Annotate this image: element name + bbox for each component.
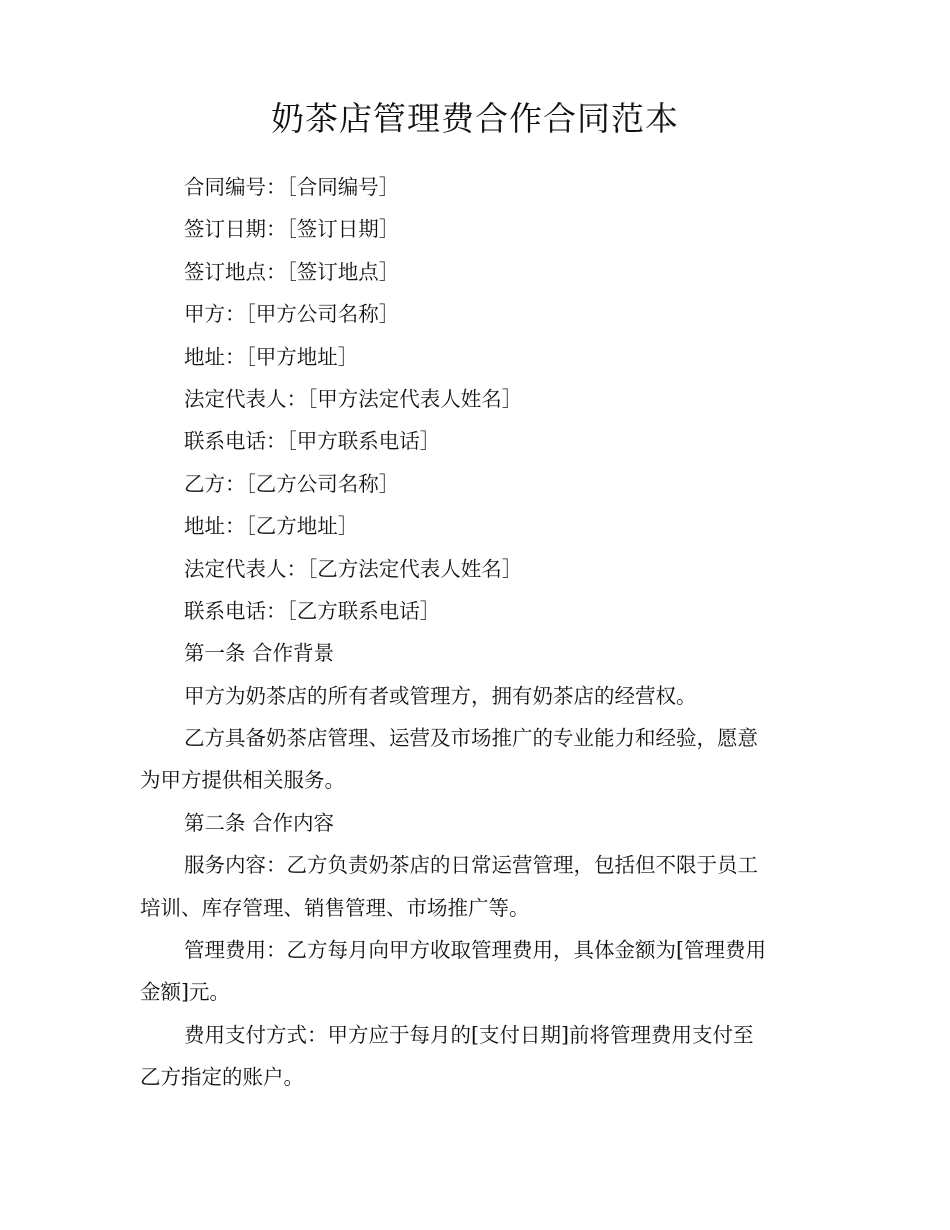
- article-2-paragraph-3-line-2: 乙方指定的账户。: [140, 1065, 304, 1090]
- signing-date-field: 签订日期：［签订日期］: [184, 217, 400, 242]
- article-2-heading: 第二条 合作内容: [184, 810, 335, 835]
- article-2-paragraph-3-line-1: 费用支付方式：甲方应于每月的[支付日期]前将管理费用支付至: [184, 1022, 754, 1047]
- party-a-name-field: 甲方：［甲方公司名称］: [184, 302, 400, 327]
- document-title: 奶茶店管理费合作合同范本: [271, 99, 679, 138]
- article-2-paragraph-2-line-2: 金额]元。: [140, 980, 230, 1005]
- party-a-representative-field: 法定代表人：［甲方法定代表人姓名］: [184, 386, 523, 411]
- party-b-phone-field: 联系电话：［乙方联系电话］: [184, 598, 441, 623]
- article-1-paragraph-2-line-1: 乙方具备奶茶店管理、运营及市场推广的专业能力和经验，愿意: [184, 726, 758, 751]
- article-1-paragraph-1: 甲方为奶茶店的所有者或管理方，拥有奶茶店的经营权。: [184, 683, 697, 708]
- party-b-representative-field: 法定代表人：［乙方法定代表人姓名］: [184, 556, 523, 581]
- party-a-phone-field: 联系电话：［甲方联系电话］: [184, 429, 441, 454]
- article-1-paragraph-2-line-2: 为甲方提供相关服务。: [140, 768, 345, 793]
- article-2-paragraph-2-line-1: 管理费用：乙方每月向甲方收取管理费用，具体金额为[管理费用: [184, 938, 766, 963]
- document-body: [140, 166, 812, 1099]
- article-2-paragraph-1-line-2: 培训、库存管理、销售管理、市场推广等。: [140, 895, 530, 920]
- party-a-address-field: 地址：［甲方地址］: [184, 344, 359, 369]
- contract-number-field: 合同编号：［合同编号］: [184, 175, 400, 199]
- party-b-name-field: 乙方：［乙方公司名称］: [184, 471, 400, 496]
- signing-place-field: 签订地点：［签订地点］: [184, 259, 400, 284]
- party-b-address-field: 地址：［乙方地址］: [184, 514, 359, 539]
- article-2-paragraph-1-line-1: 服务内容：乙方负责奶茶店的日常运营管理，包括但不限于员工: [184, 853, 758, 878]
- article-1-heading: 第一条 合作背景: [184, 641, 335, 666]
